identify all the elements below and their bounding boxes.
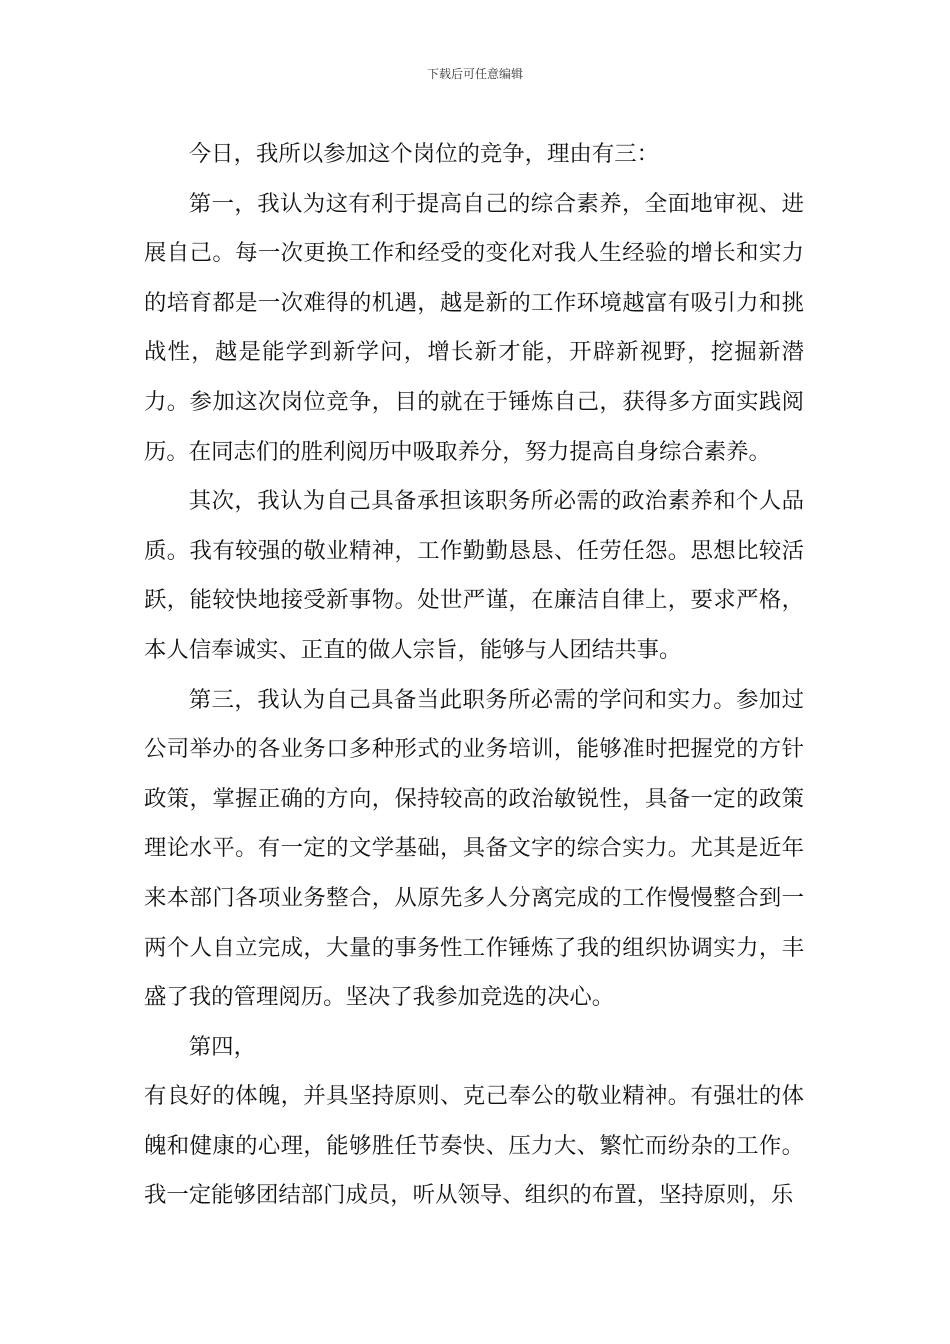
page-header: 下载后可任意编辑 — [426, 67, 523, 81]
paragraph-first-reason: 第一，我认为这有利于提高自己的综合素养，全面地审视、进展自己。每一次更换工作和经受的变化对我人生经验的增长和实力的培育都是一次难得的机遇，越是新的工作环境越富有吸引力和挑战性，越是能学到新学问，增长新才能，开辟新视野，挖掘新潜力。参加这次岗位竞争，目的就在于锤炼自己，获得多方面实践阅历。在同志们的胜利阅历中吸取养分，努力提高自身综合素养。 — [144, 190, 804, 465]
paragraph-fourth-reason: 有良好的体魄，并具坚持原则、克己奉公的敬业精神。有强壮的体魄和健康的心理，能够胜任节奏快、压力大、繁忙而纷杂的工作。我一定能够团结部门成员，听从领导、组织的布置，坚持原则，乐 — [144, 1083, 804, 1209]
paragraph-intro: 今日，我所以参加这个岗位的竞争，理由有三： — [188, 141, 659, 167]
paragraph-third-reason: 第三，我认为自己具备当此职务所必需的学问和实力。参加过公司举办的各业务口多种形式的业务培训，能够准时把握党的方针政策，掌握正确的方向，保持较高的政治敏锐性，具备一定的政策理论水平。有一定的文学基础，具备文字的综合实力。尤其是近年来本部门各项业务整合，从原先多人分离完成的工作慢慢整合到一两个人自立完成，大量的事务性工作锤炼了我的组织协调实力，丰盛了我的管理阅历。坚决了我参加竞选的决心。 — [144, 686, 804, 1011]
paragraph-second-reason: 其次，我认为自己具备承担该职务所必需的政治素养和个人品质。我有较强的敬业精神，工作勤勤恳恳、任劳任怨。思想比较活跃，能较快地接受新事物。处世严谨，在廉洁自律上，要求严格，本人信奉诚实、正直的做人宗旨，能够与人团结共事。 — [144, 488, 804, 663]
document-body — [144, 130, 804, 1221]
paragraph-fourth-heading: 第四， — [188, 1033, 256, 1060]
